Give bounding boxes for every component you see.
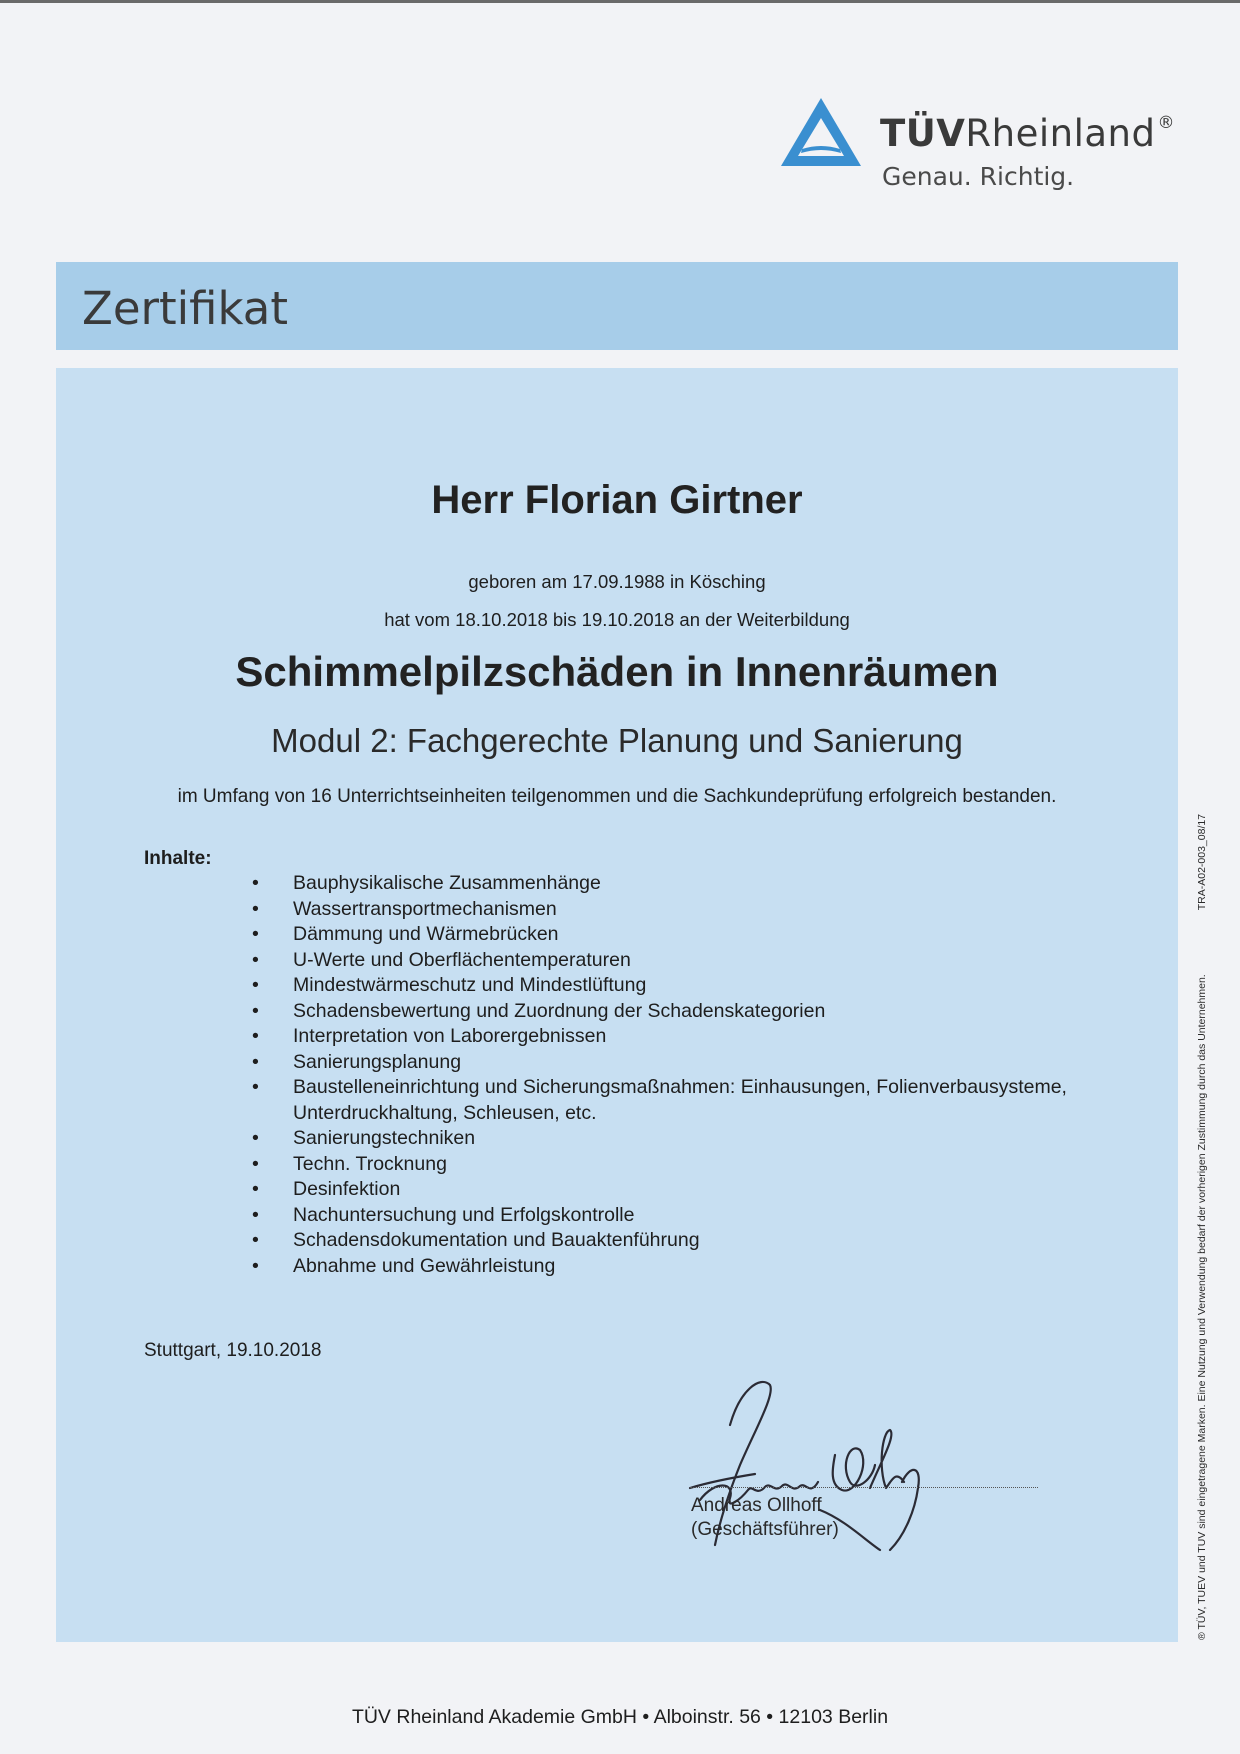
logo-brand-name [880,112,1175,155]
list-item: • Bauphysikalische Zusammenhänge [252,871,1152,897]
birth-line: geboren am 17.09.1988 in Kösching [468,571,766,592]
list-item: • Nachuntersuchung und Erfolgskontrolle [252,1203,1152,1229]
recipient-name: Herr Florian Girtner [431,478,803,522]
list-item: • Sanierungsplanung [252,1050,1152,1076]
footer-address: TÜV Rheinland Akademie GmbH • Alboinstr. 56 • 12103 Berlin [351,1706,889,1728]
scope-line: im Umfang von 16 Unterrichtseinheiten teilgenommen und die Sachkundeprüfung erfolgreich bestanden. [177,786,1057,807]
list-item: • Wassertransportmechanismen [252,897,1152,923]
tuv-rheinland-logo [780,92,1200,202]
list-item: • U-Werte und Oberflächentemperaturen [252,948,1152,974]
logo-brand-bold: TÜV [880,112,966,155]
side-legal-note [1196,814,1208,1640]
list-item: • Abnahme und Gewährleistung [252,1254,1152,1280]
list-item: • Sanierungstechniken [252,1126,1152,1152]
list-item: • Schadensdokumentation und Bauaktenführung [252,1228,1152,1254]
document-code: TRA-A02-003_08/17 [1196,813,1208,911]
list-item: • Schadensbewertung und Zuordnung der Schadenskategorien [252,999,1152,1025]
contents-list [252,871,1152,1279]
signer-role: (Geschäftsführer) [691,1519,839,1540]
signer-name: Andreas Ollhoff [691,1495,822,1516]
tuv-triangle-icon [780,96,862,168]
module-title: Modul 2: Fachgerechte Planung und Sanierung [271,722,963,759]
side-legal-text: ® TÜV, TUEV und TUV sind eingetragene Marken. Eine Nutzung und Verwendung bedarf der vorherigen Zustimmung durch das Unternehmen. [1196,974,1208,1640]
signer-block [691,1494,839,1542]
list-item: • Dämmung und Wärmebrücken [252,922,1152,948]
logo-brand-regular: Rheinland [965,112,1156,155]
list-item: • Techn. Trocknung [252,1152,1152,1178]
list-item: • Baustelleneinrichtung und Sicherungsmaßnahmen: Einhausungen, Folienverbausysteme, Unterdruckhaltung, Schleusen, etc. [252,1075,1152,1126]
signature-line [690,1487,1038,1488]
certificate-title: Zertifikat [82,282,288,335]
list-item: • Mindestwärmeschutz und Mindestlüftung [252,973,1152,999]
place-date: Stuttgart, 19.10.2018 [144,1340,322,1361]
title-band [56,262,1178,350]
logo-tagline: Genau. Richtig. [882,162,1075,191]
top-border-line [0,0,1240,3]
registered-mark: ® [1157,113,1175,133]
list-item: • Interpretation von Laborergebnissen [252,1024,1152,1050]
list-item: • Desinfektion [252,1177,1152,1203]
contents-label: Inhalte: [144,848,212,869]
course-title: Schimmelpilzschäden in Innenräumen [235,648,999,695]
period-line: hat vom 18.10.2018 bis 19.10.2018 an der Weiterbildung [384,609,850,630]
